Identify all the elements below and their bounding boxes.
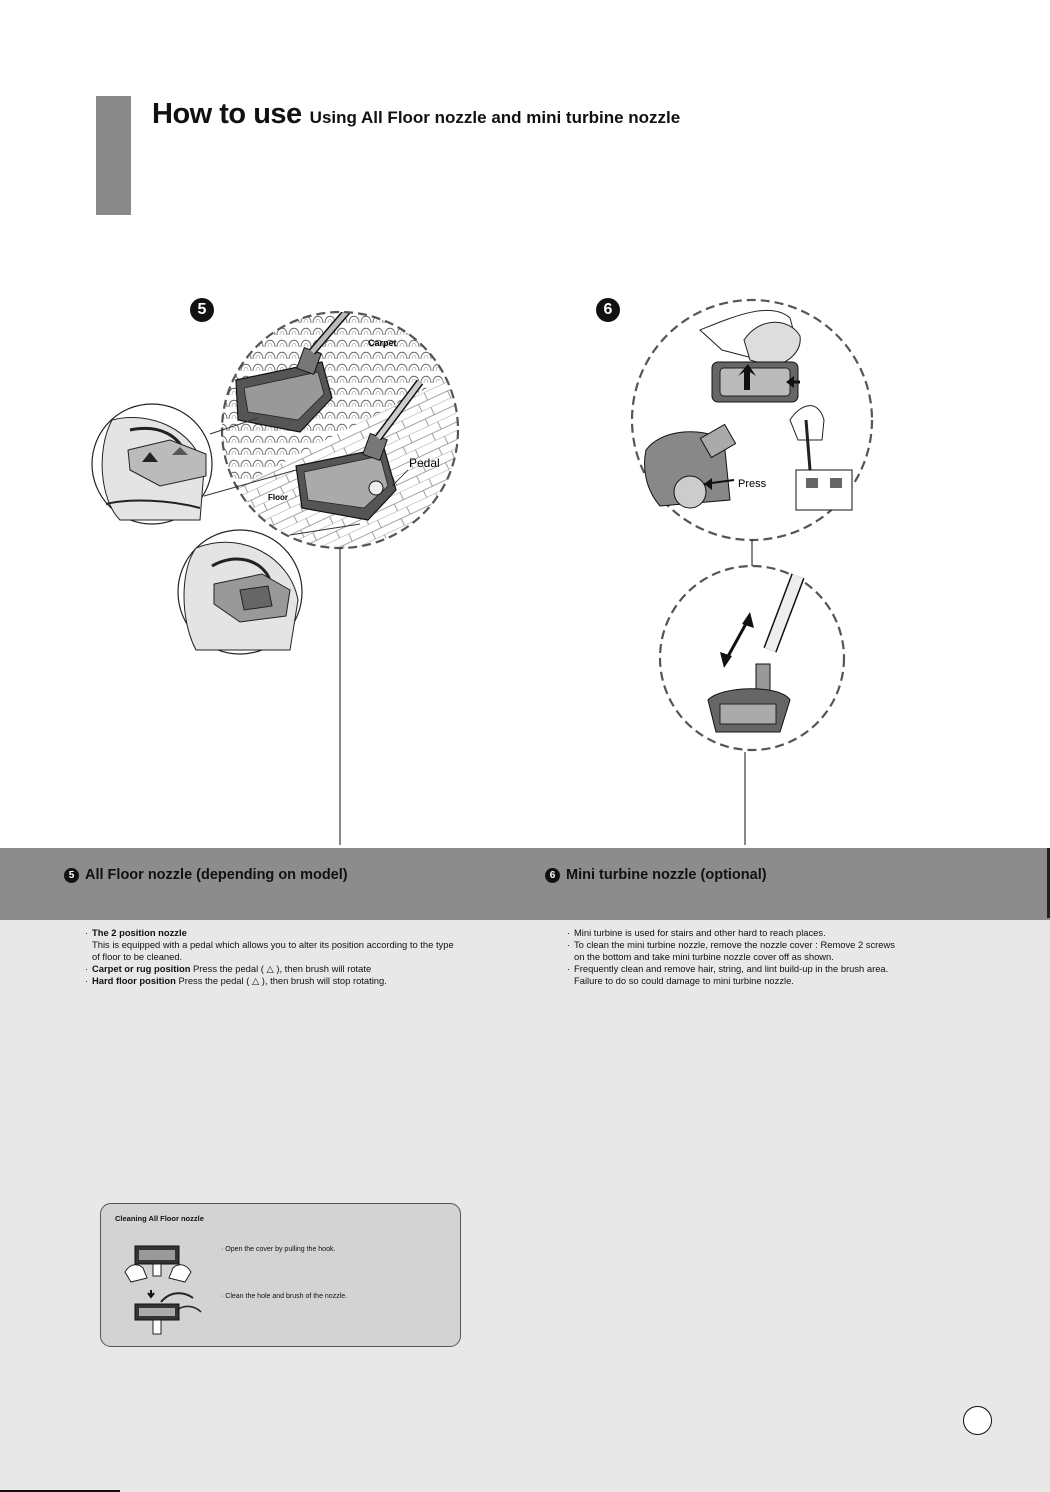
mini-turbine-illustration	[632, 300, 872, 568]
floor-label: Floor	[268, 493, 288, 502]
cleaning-step-1: · Open the cover by pulling the hook.	[221, 1246, 336, 1253]
cleaning-instructions-box	[100, 1203, 461, 1347]
list-item: · Hard floor position Press the pedal ( △ ), then brush will stop rotating.	[84, 975, 456, 987]
list-item: · Mini turbine is used for stairs and other hard to reach places.	[566, 927, 906, 939]
step-5-badge: 5	[190, 298, 214, 322]
section-6-list	[566, 927, 906, 987]
pedal-label: Pedal	[409, 456, 440, 470]
list-item: · To clean the mini turbine nozzle, remove the nozzle cover : Remove 2 screws on the bottom and take mini turbine nozzle cover off as shown.	[566, 939, 906, 963]
section-6-title	[545, 867, 767, 883]
cleaning-steps-illustration	[121, 1232, 211, 1340]
page-number-circle	[963, 1406, 992, 1435]
list-item: · The 2 position nozzle This is equipped with a pedal which allows you to alter its position according to the type of floor to be cleaned.	[84, 927, 456, 963]
page-subtitle: Using All Floor nozzle and mini turbine nozzle	[309, 108, 681, 127]
list-item: · Carpet or rug position Press the pedal ( △ ), then brush will rotate	[84, 963, 456, 975]
carpet-label: Carpet	[368, 338, 397, 348]
section-6-number: 6	[545, 868, 560, 883]
section-title-band	[0, 848, 1050, 920]
page-title: How to use	[152, 98, 302, 130]
section-5-title-text: All Floor nozzle (depending on model)	[85, 867, 348, 883]
press-label: Press	[738, 478, 767, 490]
section-5-number: 5	[64, 868, 79, 883]
step-6-badge: 6	[596, 298, 620, 322]
mini-turbine-attach-illustration	[660, 566, 844, 845]
list-item: · Frequently clean and remove hair, string, and lint build-up in the brush area. Failure to do so could damage to mini turbine nozzle.	[566, 963, 906, 987]
section-5-title	[64, 867, 348, 883]
section-6-title-text: Mini turbine nozzle (optional)	[566, 867, 767, 883]
cleaning-box-title: Cleaning All Floor nozzle	[115, 1214, 204, 1223]
section-5-list	[84, 927, 456, 987]
cleaning-step-2: · Clean the hole and brush of the nozzle.	[221, 1293, 348, 1300]
